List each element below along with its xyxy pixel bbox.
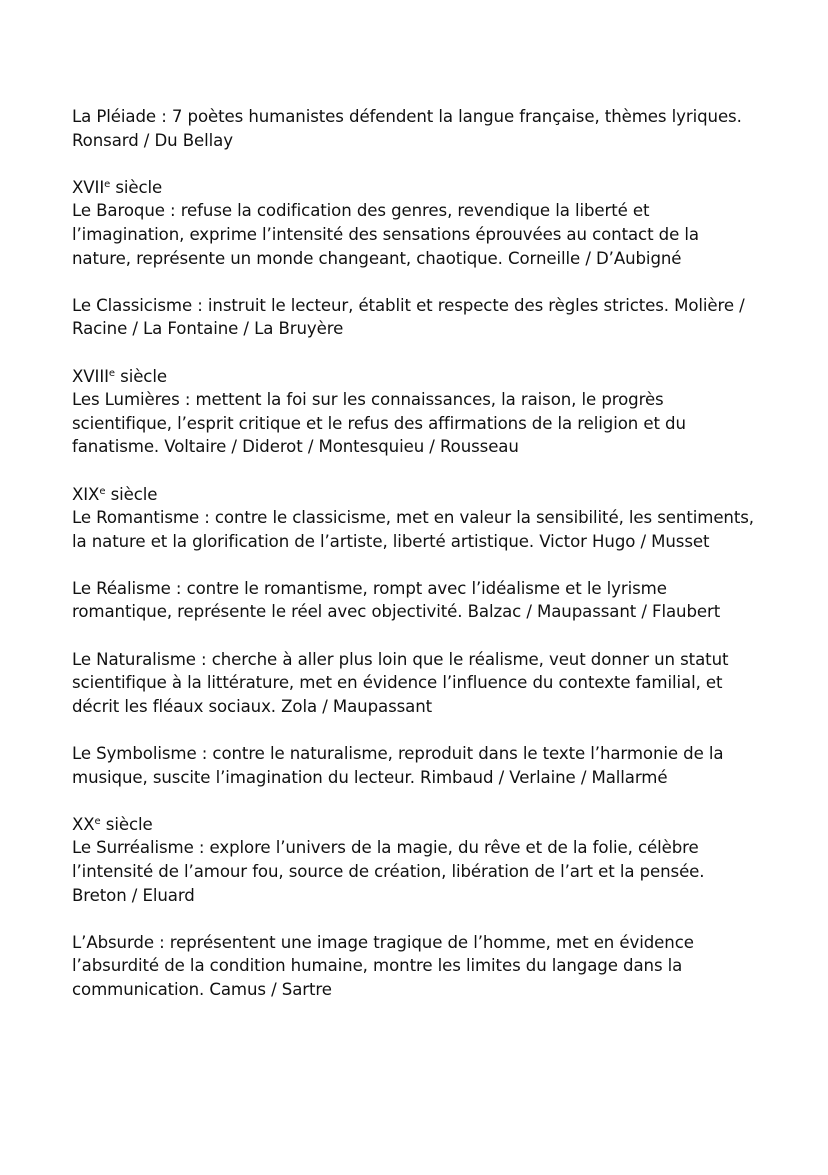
paragraph-classicisme bbox=[72, 294, 762, 341]
century-heading: XXe siècle bbox=[72, 814, 153, 834]
movement-text: Le Réalisme : contre le romantisme, rompt avec l’idéalisme et le lyrisme romantique, représente le réel avec objectivité. Balzac / Maupassant / Flaubert bbox=[72, 578, 721, 622]
movement-text: Les Lumières : mettent la foi sur les connaissances, la raison, le progrès scientifique, l’esprit critique et le refus des affirmations de la religion et du fanatisme. Voltaire / Diderot / Montesquieu / Rousseau bbox=[72, 390, 686, 457]
movement-text: Le Naturalisme : cherche à aller plus loin que le réalisme, veut donner un statut scientifique à la littérature, met en évidence l’influence du contexte familial, et décrit les fléaux sociaux. Zola / Maupassant bbox=[72, 649, 729, 716]
paragraph-pleiade bbox=[72, 105, 762, 152]
movement-text: Le Romantisme : contre le classicisme, met en valeur la sensibilité, les sentiments, la nature et la glorification de l’artiste, liberté artistique. Victor Hugo / Musset bbox=[72, 508, 754, 551]
movement-text: Le Classicisme : instruit le lecteur, établit et respecte des règles strictes. Molière / Racine / La Fontaine / La Bruyère bbox=[72, 295, 745, 339]
paragraph-realisme bbox=[72, 577, 762, 624]
document-page bbox=[72, 105, 762, 1025]
century-heading: XVIIe siècle bbox=[72, 177, 163, 197]
movement-text: L’Absurde : représentent une image tragique de l’homme, met en évidence l’absurdité de la condition humaine, montre les limites du langage dans la communication. Camus / Sartre bbox=[72, 932, 694, 999]
century-heading: XVIIIe siècle bbox=[72, 366, 167, 386]
section-xvii bbox=[72, 176, 762, 270]
section-xx bbox=[72, 813, 762, 907]
movement-text: La Pléiade : 7 poètes humanistes défendent la langue française, thèmes lyriques. Ronsard / Du Bellay bbox=[72, 107, 742, 150]
movement-text: Le Symbolisme : contre le naturalisme, reproduit dans le texte l’harmonie de la musique, suscite l’imagination du lecteur. Rimbaud / Verlaine / Mallarmé bbox=[72, 744, 724, 787]
section-xviii bbox=[72, 365, 762, 459]
movement-text: Le Surréalisme : explore l’univers de la magie, du rêve et de la folie, célèbre l’intensité de l’amour fou, source de création, libération de l’art et la pensée. Breton / Eluard bbox=[72, 838, 705, 905]
paragraph-naturalisme bbox=[72, 648, 762, 719]
paragraph-absurde bbox=[72, 931, 762, 1002]
century-heading: XIXe siècle bbox=[72, 484, 158, 504]
movement-text: Le Baroque : refuse la codification des genres, revendique la liberté et l’imagination, exprime l’intensité des sensations éprouvées au contact de la nature, représente un monde changeant, chaotique. Corneille / D’Aubigné bbox=[72, 201, 699, 268]
paragraph-symbolisme bbox=[72, 742, 762, 789]
section-xix bbox=[72, 483, 762, 554]
